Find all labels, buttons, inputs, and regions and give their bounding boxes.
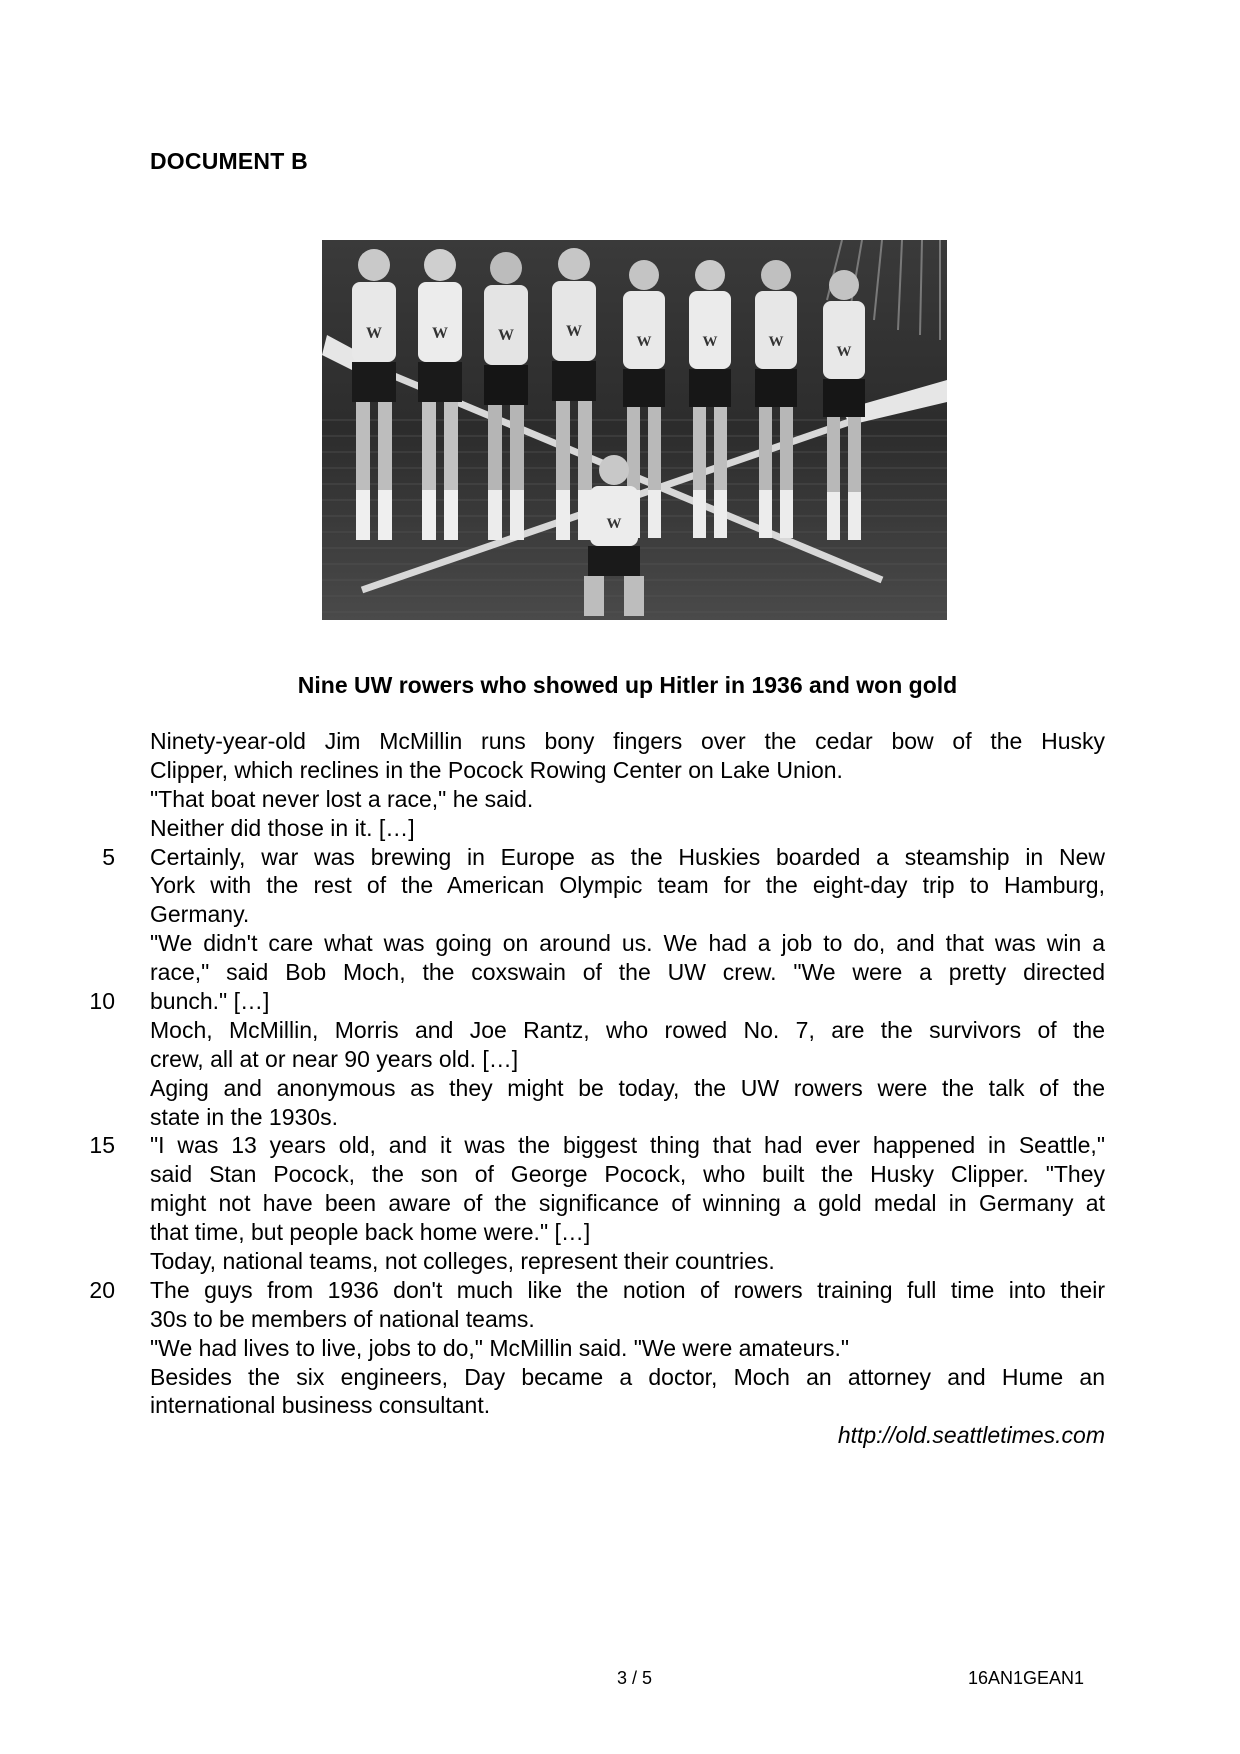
line-text: bunch." […] <box>150 988 270 1015</box>
article-body <box>70 727 1105 1420</box>
line-text: Germany. <box>150 901 250 928</box>
text-line <box>70 1103 1105 1132</box>
text-line <box>70 1305 1105 1334</box>
text-line <box>70 1363 1105 1392</box>
line-text: Certainly, war was brewing in Europe as the Huskies boarded a steamship in New <box>150 843 1105 870</box>
shirt-letter: W <box>768 334 784 350</box>
text-line <box>70 1131 1105 1160</box>
shirt-letter: W <box>836 344 852 360</box>
line-number: 5 <box>102 843 115 870</box>
text-line <box>70 1189 1105 1218</box>
text-line <box>70 814 1105 843</box>
shirt-letter: W <box>606 516 622 532</box>
line-text: "That boat never lost a race," he said. <box>150 785 534 812</box>
line-text: Ninety-year-old Jim McMillin runs bony fingers over the cedar bow of the Husky <box>150 728 1105 754</box>
line-text: The guys from 1936 don't much like the notion of rowers training full time into their <box>150 1276 1105 1303</box>
shirt-letter: W <box>498 327 514 344</box>
text-line <box>70 1045 1105 1074</box>
line-text: Aging and anonymous as they might be today, the UW rowers were the talk of the <box>150 1074 1105 1101</box>
line-text: crew, all at or near 90 years old. […] <box>150 1045 519 1072</box>
text-line <box>70 756 1105 785</box>
line-number: 15 <box>89 1132 115 1159</box>
source-link: http://old.seattletimes.com <box>837 1422 1105 1448</box>
line-text: Moch, McMillin, Morris and Joe Rantz, who rowed No. 7, are the survivors of the <box>150 1016 1105 1043</box>
shirt-letter: W <box>366 325 382 342</box>
text-line <box>70 1016 1105 1045</box>
line-text: might not have been aware of the significance of winning a gold medal in Germany at <box>150 1190 1105 1217</box>
line-text: York with the rest of the American Olympic team for the eight-day trip to Hamburg, <box>150 872 1105 899</box>
shirt-letter: W <box>432 325 448 342</box>
line-text: "We didn't care what was going on around us. We had a job to do, and that was win a <box>150 930 1105 957</box>
line-text: Neither did those in it. […] <box>150 814 415 841</box>
line-number: 10 <box>89 988 115 1015</box>
line-text: international business consultant. <box>150 1392 491 1419</box>
rowing-crew-photo <box>322 240 947 620</box>
article-title: Nine UW rowers who showed up Hitler in 1936 and won gold <box>297 672 958 698</box>
text-line <box>70 929 1105 958</box>
line-number: 20 <box>89 1276 115 1303</box>
line-text: said Stan Pocock, the son of George Pocock, who built the Husky Clipper. "They <box>150 1161 1105 1188</box>
line-text: 30s to be members of national teams. <box>150 1305 535 1332</box>
text-line <box>70 1218 1105 1247</box>
text-line <box>70 1160 1105 1189</box>
text-line <box>70 900 1105 929</box>
shirt-letter: W <box>566 323 582 340</box>
text-line <box>70 1334 1105 1363</box>
text-line <box>70 1247 1105 1276</box>
line-text: that time, but people back home were." […] <box>150 1219 591 1246</box>
photo-illustration <box>322 240 947 620</box>
text-line <box>70 843 1105 872</box>
line-text: Clipper, which reclines in the Pocock Rowing Center on Lake Union. <box>150 756 843 783</box>
page-number: 3 / 5 <box>617 1668 653 1688</box>
line-text: Today, national teams, not colleges, represent their countries. <box>150 1248 775 1275</box>
text-line <box>70 987 1105 1016</box>
line-text: state in the 1930s. <box>150 1103 338 1130</box>
line-text: "I was 13 years old, and it was the biggest thing that had ever happened in Seattle," <box>150 1132 1105 1159</box>
text-line <box>70 1391 1105 1420</box>
shirt-letter: W <box>702 334 718 350</box>
line-text: race," said Bob Moch, the coxswain of the UW crew. "We were a pretty directed <box>150 959 1105 986</box>
line-text: Besides the six engineers, Day became a doctor, Moch an attorney and Hume an <box>150 1363 1105 1390</box>
text-line <box>70 785 1105 814</box>
text-line <box>70 871 1105 900</box>
shirt-letter: W <box>636 334 652 350</box>
text-line <box>70 958 1105 987</box>
document-code: 16AN1GEAN1 <box>968 1668 1085 1688</box>
line-text: "We had lives to live, jobs to do," McMillin said. "We were amateurs." <box>150 1334 850 1361</box>
text-line <box>70 1276 1105 1305</box>
document-heading: DOCUMENT B <box>150 148 308 174</box>
text-line <box>70 1074 1105 1103</box>
text-line <box>70 727 1105 756</box>
